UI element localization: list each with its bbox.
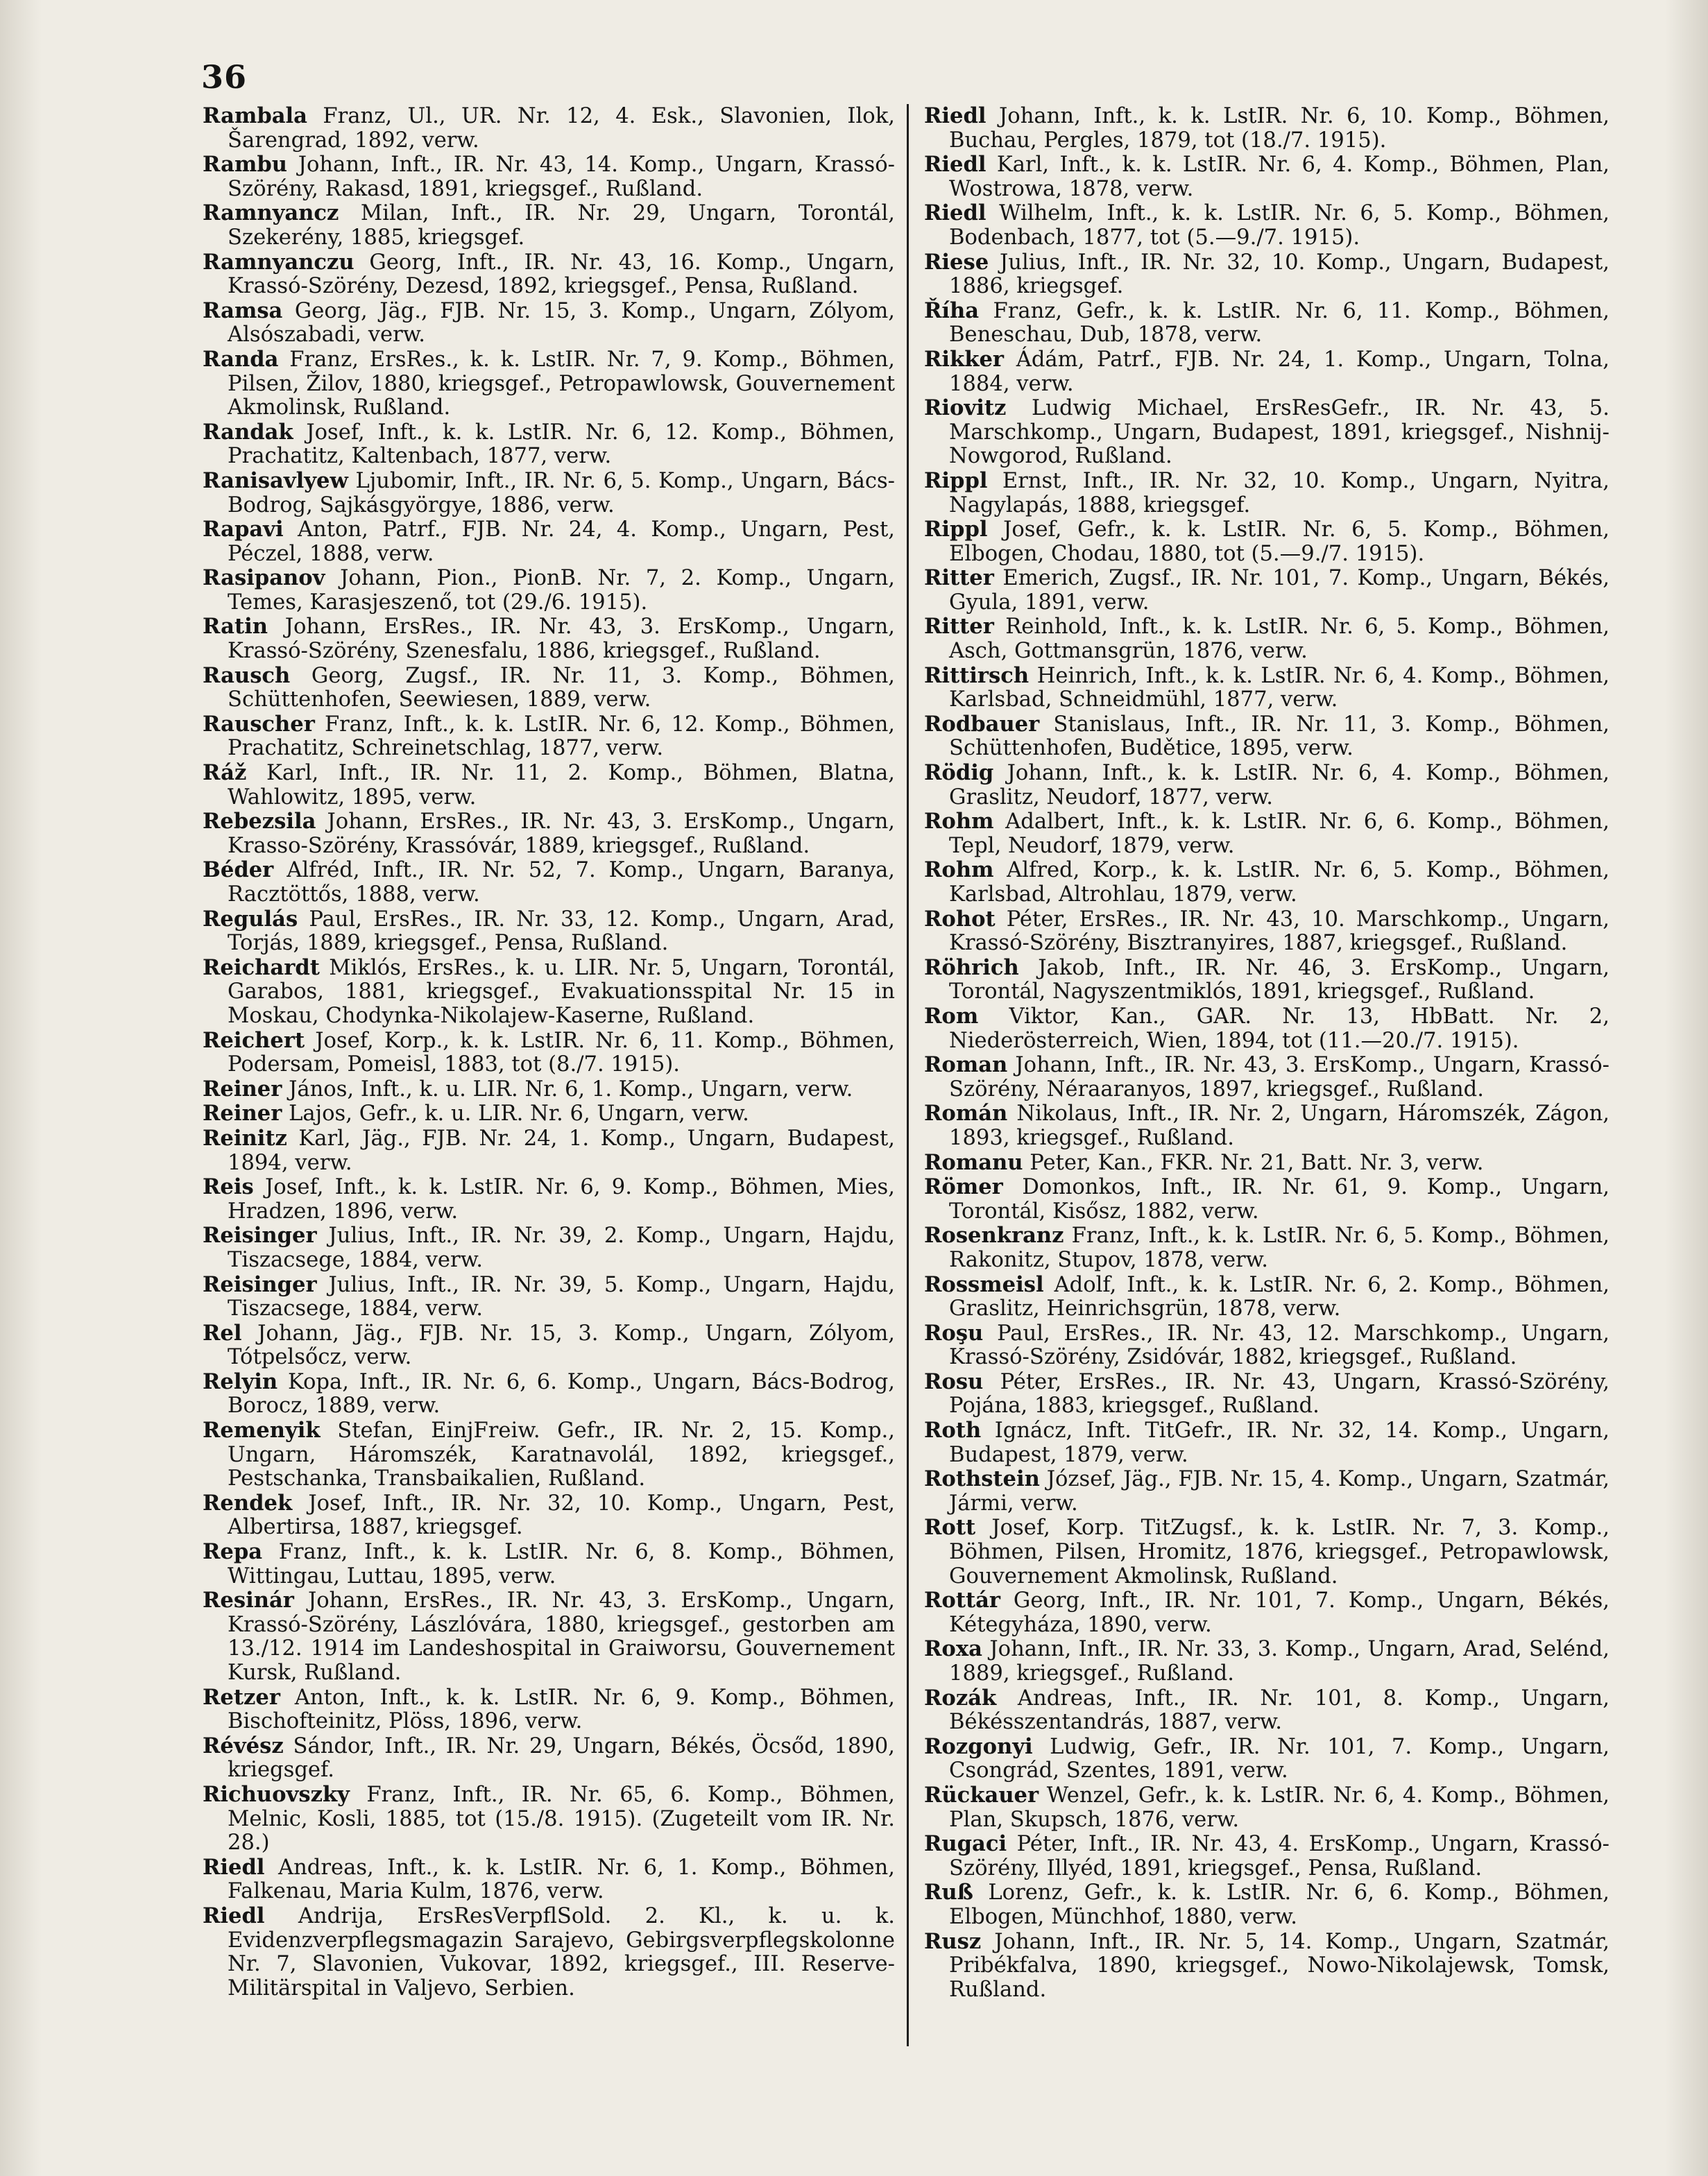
entry-details: Johann, ErsRes., IR. Nr. 43, 3. ErsKomp., Ungarn, Krassó-Szörény, Szenesfalu, 1886, kriegsgef., Rußland. bbox=[228, 615, 895, 664]
entry-surname: Rothstein bbox=[924, 1466, 1040, 1492]
entry-surname: Rossmeisl bbox=[924, 1271, 1044, 1297]
entry-surname: Reis bbox=[203, 1174, 254, 1200]
entry-surname: Roman bbox=[924, 1052, 1008, 1078]
casualty-entry bbox=[203, 420, 895, 469]
entry-surname: Rodbauer bbox=[924, 711, 1040, 737]
entry-surname: Randa bbox=[203, 346, 279, 372]
casualty-entry bbox=[924, 615, 1609, 663]
casualty-entry bbox=[924, 1881, 1609, 1929]
entry-surname: Ráž bbox=[203, 760, 247, 786]
casualty-entry bbox=[924, 712, 1609, 761]
casualty-entry bbox=[203, 615, 895, 663]
entry-details: Franz, Inft., k. k. LstIR. Nr. 6, 5. Komp., Böhmen, Rakonitz, Stupov, 1878, verw. bbox=[949, 1224, 1610, 1272]
casualty-entry bbox=[924, 1175, 1609, 1224]
entry-surname: Rosenkranz bbox=[924, 1223, 1064, 1249]
casualty-entry bbox=[203, 664, 895, 712]
entry-surname: Ramnyancz bbox=[203, 200, 339, 226]
entry-details: Stanislaus, Inft., IR. Nr. 11, 3. Komp., Böhmen, Schüttenhofen, Budětice, 1895, verw. bbox=[949, 712, 1609, 761]
entry-surname: Römer bbox=[924, 1174, 1003, 1200]
entry-surname: Rom bbox=[924, 1003, 979, 1029]
entry-surname: Reisinger bbox=[203, 1223, 317, 1249]
entry-details: Georg, Inft., IR. Nr. 43, 16. Komp., Ungarn, Krassó-Szörény, Dezesd, 1892, kriegsgef., Pensa, Rußland. bbox=[228, 250, 895, 299]
entry-surname: Ritter bbox=[924, 614, 994, 640]
casualty-entry bbox=[203, 1686, 895, 1734]
entry-details: Paul, ErsRes., IR. Nr. 33, 12. Komp., Ungarn, Arad, Torjás, 1889, kriegsgef., Pensa, Rußland. bbox=[228, 907, 896, 956]
casualty-entry bbox=[203, 1224, 895, 1272]
page-number: 36 bbox=[201, 58, 248, 96]
entry-details: Jakob, Inft., IR. Nr. 46, 3. ErsKomp., Ungarn, Torontál, Nagyszentmiklós, 1891, kriegsgef., Rußland. bbox=[949, 955, 1609, 1004]
entry-surname: Riedl bbox=[924, 200, 987, 226]
entry-details: Josef, Korp. TitZugsf., k. k. LstIR. Nr. 7, 3. Komp., Böhmen, Pilsen, Hromitz, 1876, kriegsgef., Petropawlowsk, Gouvernement Akmolinsk, Rußland. bbox=[949, 1516, 1609, 1588]
entry-details: Johann, Inft., k. k. LstIR. Nr. 6, 4. Komp., Böhmen, Graslitz, Neudorf, 1877, verw. bbox=[949, 761, 1609, 809]
entry-details: Josef, Gefr., k. k. LstIR. Nr. 6, 5. Komp., Böhmen, Elbogen, Chodau, 1880, tot (5.—9./7. 1915). bbox=[949, 517, 1609, 566]
entry-details: Péter, Inft., IR. Nr. 43, 4. ErsKomp., Ungarn, Krassó-Szörény, Illyéd, 1891, kriegsgef., Pensa, Rußland. bbox=[949, 1832, 1609, 1881]
entry-details: Georg, Jäg., FJB. Nr. 15, 3. Komp., Ungarn, Zólyom, Alsószabadi, verw. bbox=[228, 298, 895, 348]
entry-details: Franz, Gefr., k. k. LstIR. Nr. 6, 11. Komp., Böhmen, Beneschau, Dub, 1878, verw. bbox=[949, 298, 1609, 348]
entry-details: Nikolaus, Inft., IR. Nr. 2, Ungarn, Háromszék, Zágon, 1893, kriegsgef., Rußland. bbox=[949, 1102, 1609, 1150]
entry-details: Josef, Inft., k. k. LstIR. Nr. 6, 12. Komp., Böhmen, Prachatitz, Kaltenbach, 1877, verw. bbox=[228, 420, 895, 469]
casualty-entry bbox=[203, 1540, 895, 1588]
casualty-entry bbox=[924, 1224, 1609, 1272]
entry-surname: Rozgonyi bbox=[924, 1733, 1033, 1759]
entry-details: Péter, ErsRes., IR. Nr. 43, 10. Marschkomp., Ungarn, Krassó-Szörény, Bisztranyires, 1887, kriegsgef., Rußland. bbox=[949, 907, 1609, 956]
entry-surname: Rausch bbox=[203, 662, 291, 688]
casualty-entry bbox=[203, 1904, 895, 2001]
entry-details: Ignácz, Inft. TitGefr., IR. Nr. 32, 14. Komp., Ungarn, Budapest, 1879, verw. bbox=[949, 1419, 1609, 1467]
entry-surname: Ramnyanczu bbox=[203, 249, 355, 275]
entry-surname: Ratin bbox=[203, 614, 268, 640]
casualty-entry bbox=[924, 1516, 1609, 1588]
casualty-entry bbox=[924, 566, 1609, 615]
entry-surname: Reiner bbox=[203, 1101, 282, 1126]
entry-surname: Roşu bbox=[924, 1320, 984, 1346]
casualty-entry bbox=[203, 1175, 895, 1224]
entry-surname: Riedl bbox=[924, 103, 987, 128]
entry-surname: Rödig bbox=[924, 760, 994, 786]
casualty-entry bbox=[924, 1783, 1609, 1832]
casualty-entry bbox=[203, 250, 895, 299]
casualty-entry bbox=[924, 907, 1609, 956]
entry-details: Andrija, ErsResVerpflSold. 2. Kl., k. u. k. Evidenzverpflegsmagazin Sarajevo, Gebirgsverpflegskolonne Nr. 7, Slavonien, Vukovar, 1892, kriegsgef., III. Reserve-Militärspital in Valjevo, Serbien. bbox=[228, 1903, 895, 2001]
casualty-entry bbox=[924, 299, 1609, 348]
casualty-entry bbox=[203, 104, 895, 153]
entry-surname: Roth bbox=[924, 1418, 982, 1443]
casualty-entry bbox=[203, 153, 895, 201]
entry-surname: Rückauer bbox=[924, 1782, 1039, 1808]
casualty-entry bbox=[924, 201, 1609, 250]
entry-surname: Riese bbox=[924, 249, 989, 275]
entry-details: Josef, Inft., IR. Nr. 32, 10. Komp., Ungarn, Pest, Albertirsa, 1887, kriegsgef. bbox=[228, 1491, 895, 1540]
entry-surname: Rohm bbox=[924, 857, 994, 883]
casualty-entry bbox=[203, 956, 895, 1029]
entry-surname: Rambu bbox=[203, 152, 287, 178]
entry-surname: Rikker bbox=[924, 346, 1005, 372]
entry-details: Miklós, ErsRes., k. u. LIR. Nr. 5, Ungarn, Torontál, Garabos, 1881, kriegsgef., Evakuationsspital Nr. 15 in Moskau, Chodynka-Nikolajew-Kaserne, Rußland. bbox=[228, 955, 895, 1028]
casualty-entry bbox=[203, 469, 895, 517]
entry-details: Alfred, Korp., k. k. LstIR. Nr. 6, 5. Komp., Böhmen, Karlsbad, Altrohlau, 1879, verw. bbox=[949, 858, 1609, 907]
entry-details: Franz, Inft., k. k. LstIR. Nr. 6, 12. Komp., Böhmen, Prachatitz, Schreinetschlag, 1877, verw. bbox=[228, 712, 895, 761]
entry-details: Karl, Inft., IR. Nr. 11, 2. Komp., Böhmen, Blatna, Wahlowitz, 1895, verw. bbox=[228, 761, 895, 809]
entry-surname: Rott bbox=[924, 1515, 976, 1541]
entry-details: Ádám, Patrf., FJB. Nr. 24, 1. Komp., Ungarn, Tolna, 1884, verw. bbox=[949, 347, 1609, 396]
casualty-entry bbox=[203, 566, 895, 615]
entry-surname: Relyin bbox=[203, 1369, 278, 1394]
casualty-entry bbox=[924, 1053, 1609, 1102]
casualty-entry bbox=[924, 1735, 1609, 1783]
casualty-entry bbox=[203, 761, 895, 809]
entry-surname: Rel bbox=[203, 1320, 242, 1346]
entry-details: Ljubomir, Inft., IR. Nr. 6, 5. Komp., Ungarn, Bács-Bodrog, Sajkásgyörgye, 1886, verw. bbox=[228, 468, 895, 517]
entry-surname: Retzer bbox=[203, 1684, 280, 1710]
entry-surname: Rauscher bbox=[203, 711, 315, 737]
entry-details: Johann, Inft., IR. Nr. 33, 3. Komp., Ungarn, Arad, Selénd, 1889, kriegsgef., Rußland. bbox=[949, 1637, 1609, 1686]
casualty-entry bbox=[924, 153, 1609, 201]
casualty-entry bbox=[203, 712, 895, 761]
entry-details: Ernst, Inft., IR. Nr. 32, 10. Komp., Ungarn, Nyitra, Nagylapás, 1888, kriegsgef. bbox=[949, 468, 1610, 517]
entry-surname: Reinitz bbox=[203, 1125, 287, 1151]
entry-surname: Randak bbox=[203, 419, 293, 445]
entry-surname: Richuovszky bbox=[203, 1781, 350, 1807]
entry-details: Johann, Inft., k. k. LstIR. Nr. 6, 10. Komp., Böhmen, Buchau, Pergles, 1879, tot (18./7. 1915). bbox=[949, 104, 1609, 153]
casualty-entry bbox=[203, 1029, 895, 1077]
entry-surname: Regulás bbox=[203, 906, 298, 932]
casualty-entry bbox=[203, 1491, 895, 1540]
entry-surname: Rozák bbox=[924, 1685, 997, 1711]
entry-details: Karl, Jäg., FJB. Nr. 24, 1. Komp., Ungarn, Budapest, 1894, verw. bbox=[228, 1126, 895, 1175]
entry-surname: Reichardt bbox=[203, 954, 320, 980]
entry-details: Viktor, Kan., GAR. Nr. 13, HbBatt. Nr. 2, Niederösterreich, Wien, 1894, tot (11.—20./7. 1915). bbox=[949, 1004, 1609, 1053]
casualty-entry bbox=[203, 907, 895, 956]
entry-details: Kopa, Inft., IR. Nr. 6, 6. Komp., Ungarn, Bács-Bodrog, Borocz, 1889, verw. bbox=[228, 1369, 895, 1419]
entry-details: Johann, ErsRes., IR. Nr. 43, 3. ErsKomp., Ungarn, Krasso-Szörény, Krassóvár, 1889, kriegsgef., Rußland. bbox=[228, 809, 896, 858]
casualty-entry bbox=[203, 1783, 895, 1856]
casualty-entry bbox=[203, 299, 895, 348]
casualty-entry bbox=[924, 1321, 1609, 1370]
entry-details: Wenzel, Gefr., k. k. LstIR. Nr. 6, 4. Komp., Böhmen, Plan, Skupsch, 1876, verw. bbox=[949, 1783, 1610, 1832]
entry-surname: Romanu bbox=[924, 1149, 1023, 1175]
casualty-entry bbox=[924, 104, 1609, 153]
casualty-entry bbox=[203, 1077, 895, 1102]
entry-details: Andreas, Inft., IR. Nr. 101, 8. Komp., Ungarn, Békésszentandrás, 1887, verw. bbox=[949, 1686, 1609, 1735]
entry-details: Sándor, Inft., IR. Nr. 29, Ungarn, Békés, Öcsőd, 1890, kriegsgef. bbox=[228, 1733, 895, 1783]
casualty-entry bbox=[924, 1102, 1609, 1150]
entry-surname: Ramsa bbox=[203, 298, 283, 323]
entry-details: Ludwig, Gefr., IR. Nr. 101, 7. Komp., Ungarn, Csongrád, Szentes, 1891, verw. bbox=[949, 1734, 1609, 1783]
entry-surname: Rohot bbox=[924, 906, 996, 932]
casualty-entry bbox=[203, 1370, 895, 1419]
entry-details: Anton, Patrf., FJB. Nr. 24, 4. Komp., Ungarn, Pest, Péczel, 1888, verw. bbox=[228, 517, 895, 566]
casualty-entry bbox=[203, 1273, 895, 1321]
entry-surname: Riedl bbox=[203, 1903, 265, 1928]
entry-surname: Repa bbox=[203, 1539, 263, 1565]
entry-surname: Ritter bbox=[924, 565, 994, 591]
casualty-entry bbox=[924, 1151, 1609, 1176]
entry-details: Johann, Jäg., FJB. Nr. 15, 3. Komp., Ungarn, Zólyom, Tótpelsőcz, verw. bbox=[228, 1321, 895, 1370]
casualty-entry bbox=[203, 517, 895, 566]
entry-surname: Riedl bbox=[203, 1854, 265, 1880]
casualty-entry bbox=[924, 250, 1609, 299]
entry-surname: Rapavi bbox=[203, 517, 284, 542]
entry-details: Johann, Inft., IR. Nr. 43, 3. ErsKomp., Ungarn, Krassó-Szörény, Néraaranyos, 1897, kriegsgef., Rußland. bbox=[949, 1053, 1609, 1102]
entry-details: Lajos, Gefr., k. u. LIR. Nr. 6, Ungarn, verw. bbox=[289, 1102, 749, 1126]
casualty-entry bbox=[924, 761, 1609, 809]
casualty-entry bbox=[924, 469, 1609, 517]
entry-details: Wilhelm, Inft., k. k. LstIR. Nr. 6, 5. Komp., Böhmen, Bodenbach, 1877, tot (5.—9./7. 1915). bbox=[949, 201, 1609, 250]
entry-surname: Resinár bbox=[203, 1588, 294, 1613]
casualty-entry bbox=[924, 1273, 1609, 1321]
casualty-entry bbox=[924, 1832, 1609, 1881]
entry-surname: Rasipanov bbox=[203, 565, 325, 591]
casualty-entry bbox=[203, 201, 895, 250]
casualty-entry bbox=[924, 664, 1609, 712]
casualty-entry bbox=[924, 348, 1609, 396]
casualty-entry bbox=[924, 396, 1609, 469]
entry-details: Adalbert, Inft., k. k. LstIR. Nr. 6, 6. Komp., Böhmen, Tepl, Neudorf, 1879, verw. bbox=[949, 809, 1609, 858]
casualty-entry bbox=[924, 1686, 1609, 1735]
entry-details: Josef, Korp., k. k. LstIR. Nr. 6, 11. Komp., Böhmen, Podersam, Pomeisl, 1883, tot (8./7. 1915). bbox=[228, 1028, 895, 1077]
column-divider bbox=[907, 104, 909, 2046]
entry-surname: Rebezsila bbox=[203, 809, 316, 834]
casualty-entry bbox=[203, 809, 895, 858]
casualty-entry bbox=[924, 858, 1609, 907]
casualty-entry bbox=[203, 1321, 895, 1370]
entry-details: Anton, Inft., k. k. LstIR. Nr. 6, 9. Komp., Böhmen, Bischofteinitz, Plöss, 1896, verw. bbox=[228, 1685, 895, 1734]
entry-details: Domonkos, Inft., IR. Nr. 61, 9. Komp., Ungarn, Torontál, Kisősz, 1882, verw. bbox=[949, 1175, 1609, 1224]
casualty-entry bbox=[924, 1370, 1609, 1419]
casualty-entry bbox=[924, 1467, 1609, 1516]
entry-details: Georg, Zugsf., IR. Nr. 11, 3. Komp., Böhmen, Schüttenhofen, Seewiesen, 1889, verw. bbox=[228, 663, 895, 712]
entry-surname: Rottár bbox=[924, 1588, 1001, 1613]
entry-surname: Röhrich bbox=[924, 954, 1019, 980]
entry-surname: Rambala bbox=[203, 103, 307, 128]
entry-surname: Román bbox=[924, 1101, 1008, 1126]
entry-surname: Riovitz bbox=[924, 395, 1007, 421]
casualty-entry bbox=[924, 1419, 1609, 1467]
entry-details: Stefan, EinjFreiw. Gefr., IR. Nr. 2, 15. Komp., Ungarn, Háromszék, Karatnavolál, 1892, kriegsgef., Pestschanka, Transbaikalien, Rußland. bbox=[228, 1419, 895, 1491]
casualty-entry bbox=[924, 517, 1609, 566]
entry-details: Heinrich, Inft., k. k. LstIR. Nr. 6, 4. Komp., Böhmen, Karlsbad, Schneidmühl, 1877, verw. bbox=[949, 663, 1609, 712]
entry-details: Julius, Inft., IR. Nr. 32, 10. Komp., Ungarn, Budapest, 1886, kriegsgef. bbox=[949, 250, 1609, 299]
entry-surname: Béder bbox=[203, 857, 274, 883]
entry-details: Ludwig Michael, ErsResGefr., IR. Nr. 43, 5. Marschkomp., Ungarn, Budapest, 1891, kriegsgef., Nishnij-Nowgorod, Rußland. bbox=[949, 396, 1609, 469]
entry-details: Johann, Inft., IR. Nr. 5, 14. Komp., Ungarn, Szatmár, Pribékfalva, 1890, kriegsgef., Nowo-Nikolajewsk, Tomsk, Rußland. bbox=[949, 1929, 1609, 2002]
entry-surname: Ruß bbox=[924, 1880, 973, 1905]
casualty-entry bbox=[203, 1419, 895, 1491]
entry-details: Andreas, Inft., k. k. LstIR. Nr. 6, 1. Komp., Böhmen, Falkenau, Maria Kulm, 1876, verw. bbox=[228, 1855, 895, 1904]
entry-details: Milan, Inft., IR. Nr. 29, Ungarn, Torontál, Szekerény, 1885, kriegsgef. bbox=[228, 201, 895, 250]
entry-surname: Ranisavlyew bbox=[203, 468, 348, 493]
casualty-entry bbox=[203, 348, 895, 420]
entry-details: Julius, Inft., IR. Nr. 39, 5. Komp., Ungarn, Hajdu, Tiszacsege, 1884, verw. bbox=[228, 1272, 896, 1321]
casualty-entry bbox=[924, 1930, 1609, 2003]
entry-details: Péter, ErsRes., IR. Nr. 43, Ungarn, Krassó-Szörény, Pojána, 1883, kriegsgef., Rußland. bbox=[949, 1369, 1610, 1419]
entry-details: Franz, Inft., k. k. LstIR. Nr. 6, 8. Komp., Böhmen, Wittingau, Luttau, 1895, verw. bbox=[228, 1540, 895, 1588]
casualty-entry bbox=[924, 956, 1609, 1004]
entry-details: Paul, ErsRes., IR. Nr. 43, 12. Marschkomp., Ungarn, Krassó-Szörény, Zsidóvár, 1882, kriegsgef., Rußland. bbox=[949, 1321, 1609, 1370]
casualty-entry bbox=[924, 1637, 1609, 1686]
entry-surname: Reichert bbox=[203, 1027, 305, 1053]
entry-surname: Roxa bbox=[924, 1636, 982, 1662]
casualty-entry bbox=[203, 1588, 895, 1685]
entry-details: Julius, Inft., IR. Nr. 39, 2. Komp., Ungarn, Hajdu, Tiszacsege, 1884, verw. bbox=[228, 1224, 896, 1272]
entry-details: Emerich, Zugsf., IR. Nr. 101, 7. Komp., Ungarn, Békés, Gyula, 1891, verw. bbox=[949, 566, 1609, 615]
casualty-entry bbox=[203, 858, 895, 907]
entry-surname: Riedl bbox=[924, 152, 987, 178]
entry-surname: Rosu bbox=[924, 1369, 984, 1394]
entry-surname: Rohm bbox=[924, 809, 994, 834]
entry-surname: Rippl bbox=[924, 517, 988, 542]
right-column bbox=[924, 104, 1609, 2002]
entry-details: Josef, Inft., k. k. LstIR. Nr. 6, 9. Komp., Böhmen, Mies, Hradzen, 1896, verw. bbox=[228, 1175, 895, 1224]
entry-details: Peter, Kan., FKR. Nr. 21, Batt. Nr. 3, verw. bbox=[1030, 1150, 1484, 1175]
entry-details: Johann, Pion., PionB. Nr. 7, 2. Komp., Ungarn, Temes, Karasjeszenő, tot (29./6. 1915). bbox=[228, 566, 895, 615]
entry-details: Georg, Inft., IR. Nr. 101, 7. Komp., Ungarn, Békés, Kétegyháza, 1890, verw. bbox=[949, 1588, 1609, 1637]
entry-details: Johann, ErsRes., IR. Nr. 43, 3. ErsKomp., Ungarn, Krassó-Szörény, Lászlóvára, 1880, kriegsgef., gestorben am 13./12. 1914 im Landeshospital in Graiworsu, Gouvernement Kursk, Rußland. bbox=[228, 1588, 896, 1685]
entry-surname: Rugaci bbox=[924, 1831, 1007, 1857]
entry-surname: Reiner bbox=[203, 1076, 282, 1102]
casualty-entry bbox=[924, 809, 1609, 858]
entry-details: János, Inft., k. u. LIR. Nr. 6, 1. Komp., Ungarn, verw. bbox=[289, 1077, 853, 1102]
casualty-entry bbox=[203, 1734, 895, 1783]
entry-surname: Říha bbox=[924, 298, 980, 323]
casualty-entry bbox=[203, 1126, 895, 1175]
casualty-entry bbox=[203, 1856, 895, 1904]
entry-details: Adolf, Inft., k. k. LstIR. Nr. 6, 2. Komp., Böhmen, Graslitz, Heinrichsgrün, 1878, verw. bbox=[949, 1272, 1610, 1321]
entry-details: Alfréd, Inft., IR. Nr. 52, 7. Komp., Ungarn, Baranya, Racztöttős, 1888, verw. bbox=[228, 858, 895, 907]
entry-surname: Rippl bbox=[924, 468, 988, 493]
casualty-entry bbox=[924, 1588, 1609, 1637]
entry-details: Karl, Inft., k. k. LstIR. Nr. 6, 4. Komp., Böhmen, Plan, Wostrowa, 1878, verw. bbox=[949, 153, 1609, 201]
casualty-entry bbox=[203, 1102, 895, 1126]
entry-surname: Remenyik bbox=[203, 1418, 321, 1443]
entry-details: Reinhold, Inft., k. k. LstIR. Nr. 6, 5. Komp., Böhmen, Asch, Gottmansgrün, 1876, verw. bbox=[949, 615, 1609, 664]
entry-details: Franz, Ul., UR. Nr. 12, 4. Esk., Slavonien, Ilok, Šarengrad, 1892, verw. bbox=[228, 104, 895, 153]
entry-details: Johann, Inft., IR. Nr. 43, 14. Komp., Ungarn, Krassó-Szörény, Rakasd, 1891, kriegsgef., Rußland. bbox=[228, 153, 895, 201]
casualty-entry bbox=[924, 1004, 1609, 1053]
entry-surname: Reisinger bbox=[203, 1271, 317, 1297]
left-column bbox=[203, 104, 895, 2001]
entry-surname: Rittirsch bbox=[924, 662, 1030, 688]
entry-surname: Rusz bbox=[924, 1928, 982, 1954]
entry-details: Lorenz, Gefr., k. k. LstIR. Nr. 6, 6. Komp., Böhmen, Elbogen, Münchhof, 1880, verw. bbox=[949, 1881, 1609, 1929]
entry-surname: Rendek bbox=[203, 1490, 293, 1516]
entry-details: Franz, Inft., IR. Nr. 65, 6. Komp., Böhmen, Melnic, Kosli, 1885, tot (15./8. 1915). (Zugeteilt vom IR. Nr. 28.) bbox=[228, 1782, 895, 1856]
entry-details: József, Jäg., FJB. Nr. 15, 4. Komp., Ungarn, Szatmár, Jármi, verw. bbox=[949, 1467, 1609, 1516]
entry-surname: Révész bbox=[203, 1733, 284, 1758]
entry-details: Franz, ErsRes., k. k. LstIR. Nr. 7, 9. Komp., Böhmen, Pilsen, Žilov, 1880, kriegsgef., Petropawlowsk, Gouvernement Akmolinsk, Rußland. bbox=[228, 347, 895, 420]
